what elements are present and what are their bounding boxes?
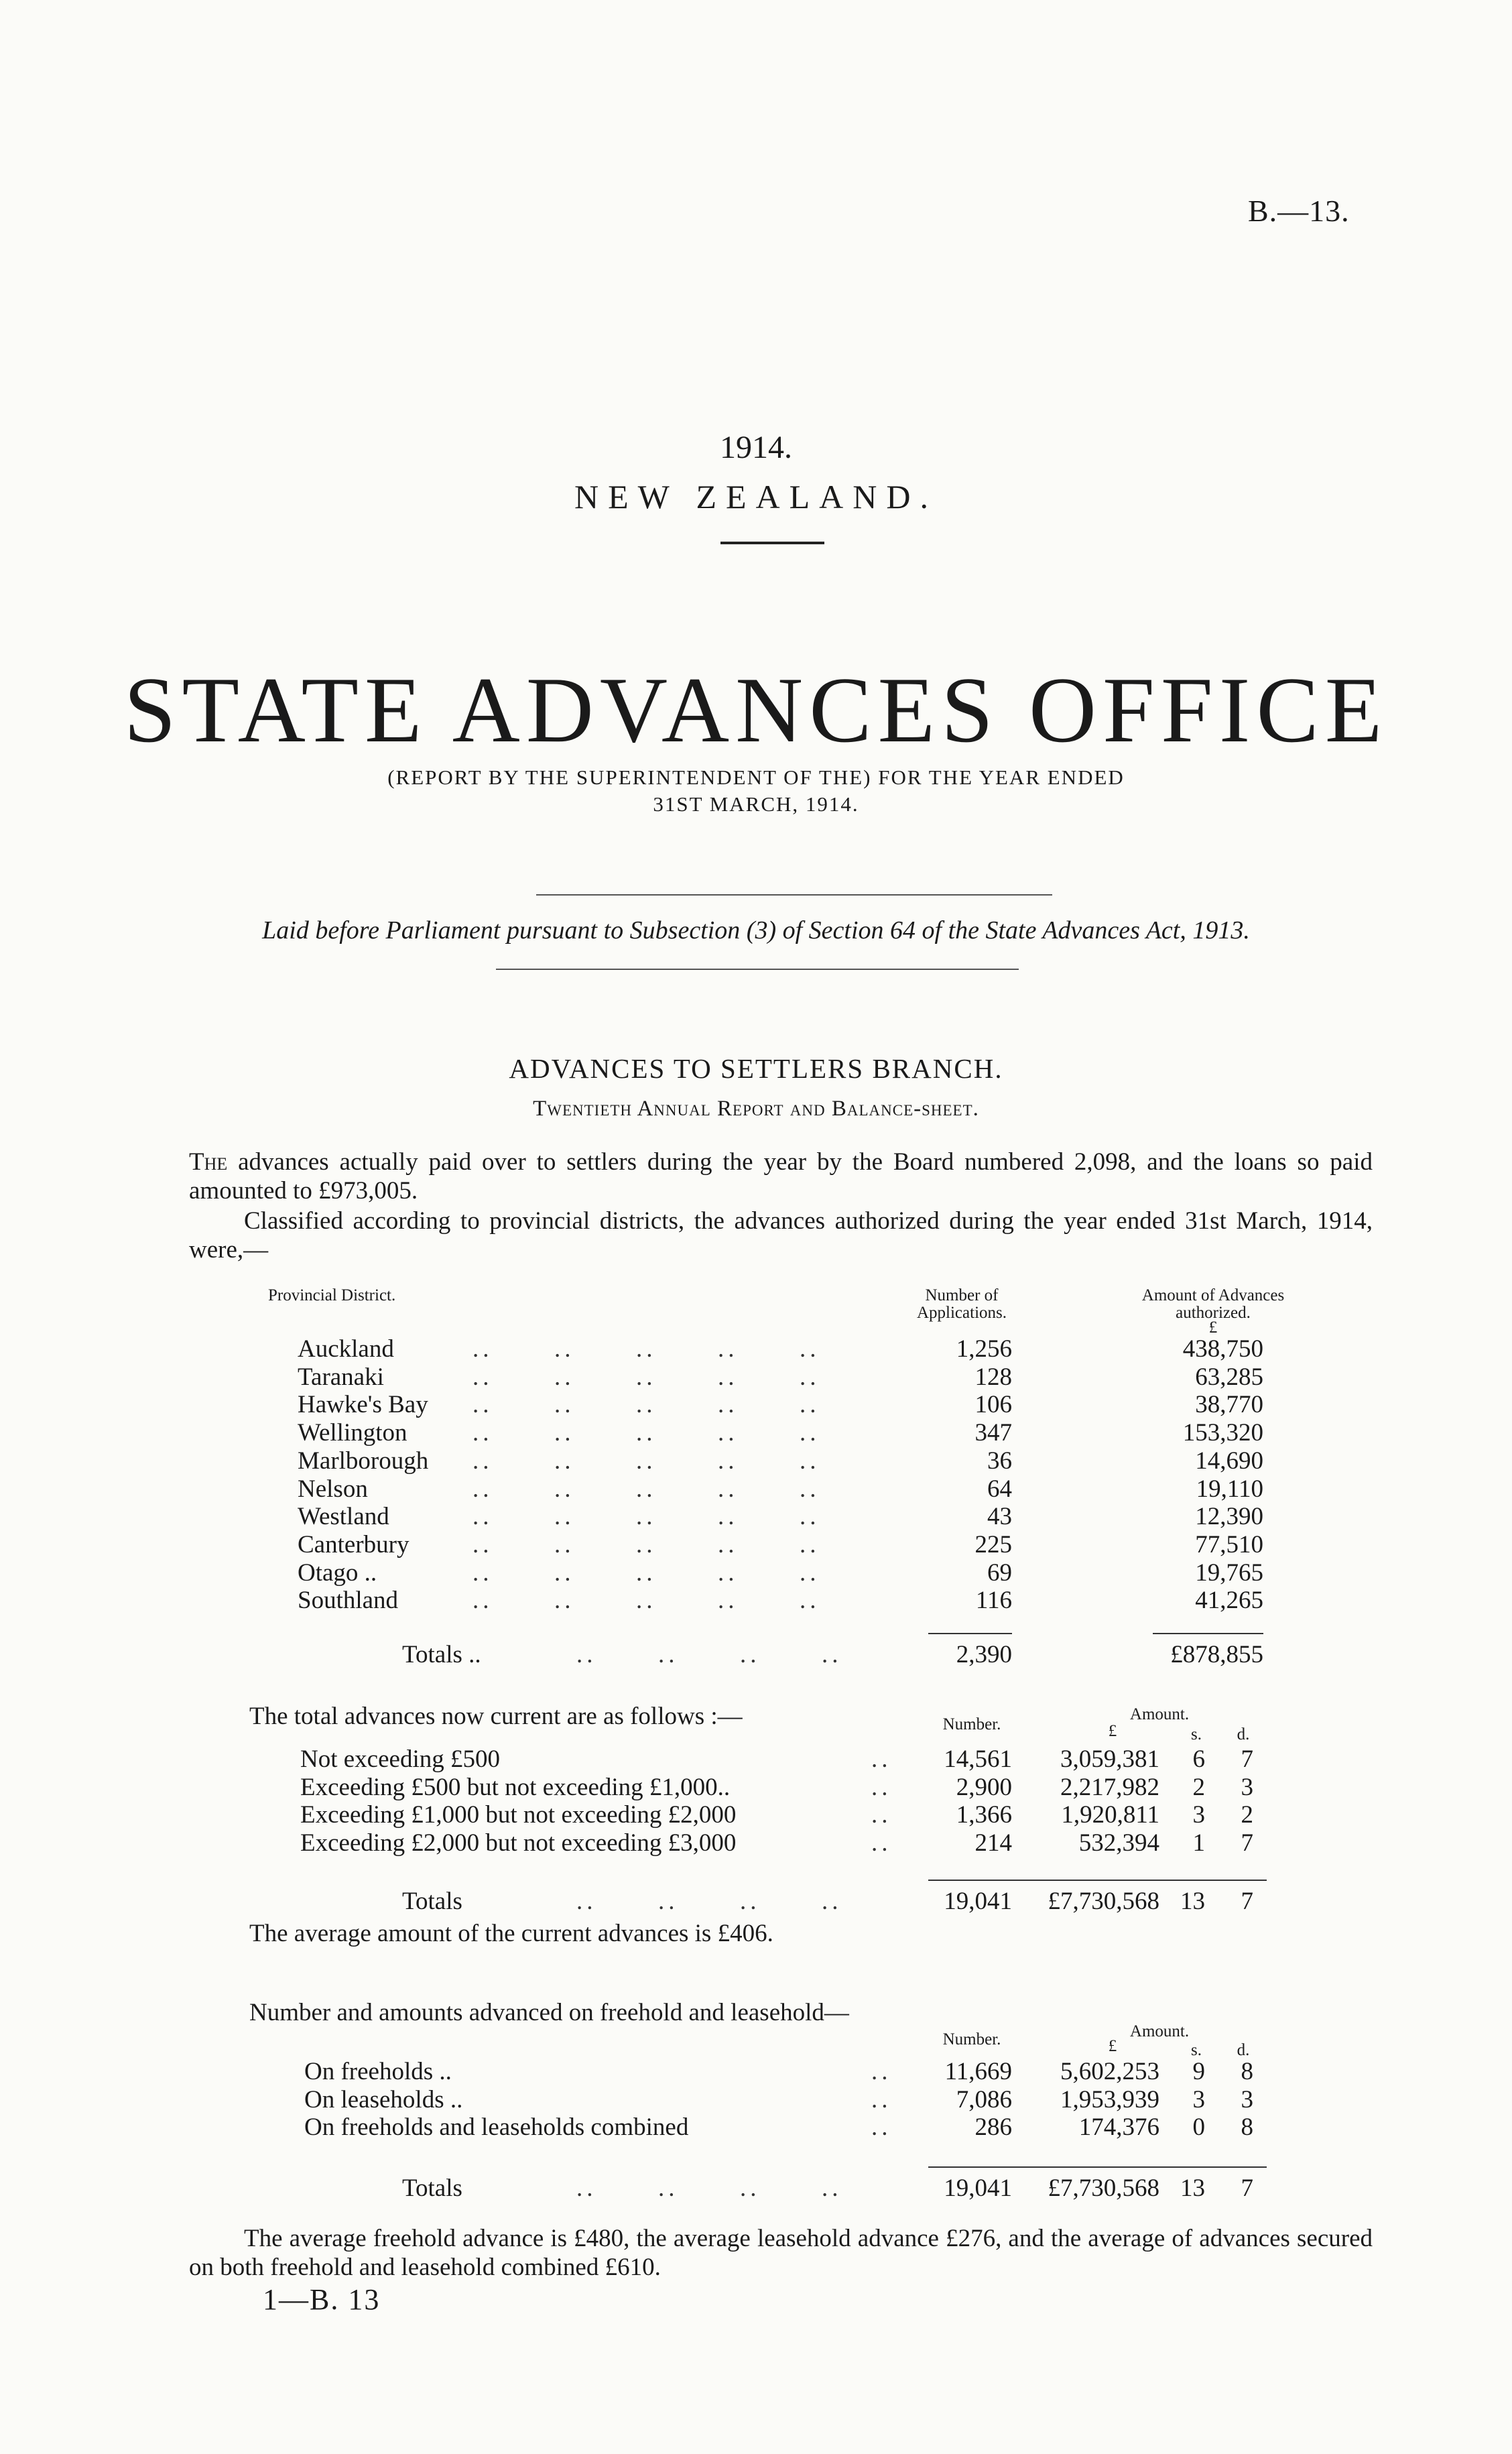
current-amount: 1,920,811 <box>1061 1801 1159 1829</box>
current-totals-amount: £7,730,568 <box>1048 1888 1159 1915</box>
district-applications: 36 <box>987 1447 1012 1475</box>
leader-dots: .. .. .. .. <box>576 1641 842 1668</box>
tenure-shillings: 0 <box>1192 2113 1205 2141</box>
current-totals-number: 19,041 <box>944 1888 1012 1915</box>
tenure-amount: 1,953,939 <box>1060 2086 1159 2113</box>
col-header-applications: Number of Applications. <box>916 1286 1007 1322</box>
current-totals-shillings: 13 <box>1180 1888 1205 1915</box>
current-number: 2,900 <box>956 1774 1012 1801</box>
currency-symbol: £ <box>1208 1318 1218 1337</box>
leader-dots: .. .. .. .. .. <box>472 1475 820 1503</box>
sum-rule <box>928 2166 1012 2168</box>
subtitle-line-2: 31ST MARCH, 1914. <box>653 792 859 816</box>
col-header-pounds: £ <box>1108 1722 1117 1740</box>
district-applications: 347 <box>974 1419 1012 1447</box>
leader-dots: .. <box>871 1774 892 1801</box>
district-amount: 153,320 <box>1182 1419 1263 1447</box>
document-subtitle <box>0 764 1512 818</box>
district-amount: 19,765 <box>1195 1559 1263 1587</box>
sum-rule <box>1012 2166 1267 2168</box>
current-totals-label: Totals <box>402 1888 462 1915</box>
districts-totals-amount: £878,855 <box>1170 1641 1263 1668</box>
tenure-number: 11,669 <box>944 2058 1012 2085</box>
tenure-number: 7,086 <box>956 2086 1012 2113</box>
col-header-number: Number. <box>942 2030 1001 2048</box>
district-name: Hawke's Bay <box>298 1391 428 1418</box>
district-amount: 63,285 <box>1195 1363 1263 1391</box>
tenure-amount: 5,602,253 <box>1060 2058 1159 2085</box>
current-pence: 2 <box>1241 1801 1253 1829</box>
current-amount: 532,394 <box>1078 1829 1159 1857</box>
district-applications: 106 <box>974 1391 1012 1418</box>
leader-dots: .. .. .. .. .. <box>472 1503 820 1530</box>
district-name: Canterbury <box>298 1531 410 1558</box>
leader-dots: .. .. .. .. .. <box>472 1587 820 1614</box>
current-label: Not exceeding £500 <box>300 1745 500 1773</box>
district-applications: 1,256 <box>956 1335 1012 1363</box>
district-name: Auckland <box>298 1335 394 1363</box>
district-amount: 19,110 <box>1196 1475 1263 1503</box>
col-header-pence: d. <box>1237 2041 1250 2059</box>
sum-rule <box>1153 1633 1263 1634</box>
tenure-totals-shillings: 13 <box>1180 2174 1205 2202</box>
leader-dots: .. .. .. .. .. <box>472 1419 820 1447</box>
districts-totals-label: Totals .. <box>402 1641 481 1668</box>
leader-dots: .. .. .. .. .. <box>472 1447 820 1475</box>
district-name: Southland <box>298 1587 399 1614</box>
district-name: Westland <box>298 1503 389 1530</box>
col-header-shillings: s. <box>1191 2041 1202 2059</box>
current-label: Exceeding £2,000 but not exceeding £3,000 <box>300 1829 737 1857</box>
divider <box>536 894 1052 896</box>
col-header-amount: Amount. <box>1129 2022 1190 2040</box>
tenure-totals-amount: £7,730,568 <box>1048 2174 1159 2202</box>
current-number: 1,366 <box>956 1801 1012 1829</box>
current-shillings: 2 <box>1192 1774 1205 1801</box>
district-applications: 64 <box>987 1475 1012 1503</box>
tenure-intro: Number and amounts advanced on freehold and leasehold— <box>249 1999 849 2026</box>
tenure-label: On freeholds .. <box>304 2058 452 2085</box>
leader-dots: .. .. .. .. .. <box>472 1559 820 1587</box>
district-amount: 41,265 <box>1195 1587 1263 1614</box>
current-label: Exceeding £1,000 but not exceeding £2,000 <box>300 1801 737 1829</box>
district-applications: 43 <box>987 1503 1012 1530</box>
leader-dots: .. <box>871 1829 892 1857</box>
sum-rule <box>928 1633 1012 1634</box>
page-reference: B.—13. <box>1248 194 1350 228</box>
current-shillings: 3 <box>1192 1801 1205 1829</box>
district-name: Marlborough <box>298 1447 429 1475</box>
leader-dots: .. .. .. .. .. <box>472 1363 820 1391</box>
sum-rule <box>928 1880 1012 1881</box>
district-applications: 69 <box>987 1559 1012 1587</box>
tenure-pence: 8 <box>1241 2113 1253 2141</box>
current-label: Exceeding £500 but not exceeding £1,000.. <box>300 1774 731 1801</box>
report-year: 1914. <box>720 430 792 465</box>
current-amount: 3,059,381 <box>1060 1745 1159 1773</box>
tenure-label: On leaseholds .. <box>304 2086 463 2113</box>
closing-paragraph: The average freehold advance is £480, the average leasehold advance £276, and the average of advances secured on both freehold and leasehold combined £610. <box>189 2225 1373 2281</box>
district-name: Nelson <box>298 1475 368 1503</box>
tenure-totals-label: Totals <box>402 2174 462 2202</box>
country-heading: NEW ZEALAND. <box>574 478 938 515</box>
current-intro: The total advances now current are as follows :— <box>249 1703 743 1730</box>
district-applications: 128 <box>974 1363 1012 1391</box>
tenure-shillings: 3 <box>1192 2086 1205 2113</box>
current-pence: 7 <box>1241 1745 1253 1773</box>
branch-heading: ADVANCES TO SETTLERS BRANCH. <box>509 1053 1003 1084</box>
divider <box>720 542 824 544</box>
document-title: STATE ADVANCES OFFICE <box>123 658 1389 762</box>
tenure-totals-pence: 7 <box>1241 2174 1253 2202</box>
leader-dots: .. <box>871 2113 892 2141</box>
leader-dots: .. .. .. .. <box>576 2174 842 2202</box>
paragraph-text: advances actually paid over to settlers during the year by the Board numbered 2,098, and the loans so paid amounted to £973,005. <box>189 1148 1373 1205</box>
report-heading: Twentieth Annual Report and Balance-sheet. <box>533 1097 979 1121</box>
classification-paragraph: Classified according to provincial districts, the advances authorized during the year ended 31st March, 1914, were,— <box>189 1207 1373 1264</box>
tenure-totals-number: 19,041 <box>944 2174 1012 2202</box>
district-amount: 12,390 <box>1195 1503 1263 1530</box>
tenure-pence: 3 <box>1241 2086 1253 2113</box>
district-amount: 438,750 <box>1182 1335 1263 1363</box>
current-number: 214 <box>974 1829 1012 1857</box>
district-name: Wellington <box>298 1419 407 1447</box>
tenure-amount: 174,376 <box>1078 2113 1159 2141</box>
current-totals-pence: 7 <box>1241 1888 1253 1915</box>
footer-reference: 1—B. 13 <box>263 2283 381 2316</box>
sum-rule <box>1012 1880 1267 1881</box>
leader-dots: .. <box>871 1801 892 1829</box>
col-header-amount: Amount of Advances authorized. <box>1141 1286 1285 1322</box>
leader-dots: .. <box>871 2086 892 2113</box>
district-amount: 14,690 <box>1195 1447 1263 1475</box>
leader-dots: .. .. .. .. .. <box>472 1335 820 1363</box>
district-applications: 225 <box>974 1531 1012 1558</box>
districts-totals-number: 2,390 <box>956 1641 1012 1668</box>
intro-paragraph <box>189 1148 1373 1205</box>
leader-dots: .. .. .. .. .. <box>472 1391 820 1418</box>
paragraph-lead: The <box>189 1148 228 1176</box>
leader-dots: .. <box>871 1745 892 1773</box>
col-header-amount: Amount. <box>1129 1705 1190 1723</box>
col-header-district: Provincial District. <box>268 1286 396 1304</box>
current-pence: 3 <box>1241 1774 1253 1801</box>
current-shillings: 6 <box>1192 1745 1205 1773</box>
current-shillings: 1 <box>1192 1829 1205 1857</box>
tenure-pence: 8 <box>1241 2058 1253 2085</box>
col-header-shillings: s. <box>1191 1725 1202 1743</box>
divider <box>496 969 1019 970</box>
current-number: 14,561 <box>944 1745 1012 1773</box>
district-amount: 38,770 <box>1195 1391 1263 1418</box>
current-pence: 7 <box>1241 1829 1253 1857</box>
col-header-pounds: £ <box>1108 2037 1117 2055</box>
tenure-label: On freeholds and leaseholds combined <box>304 2113 689 2141</box>
laid-before-note: Laid before Parliament pursuant to Subsection (3) of Section 64 of the State Advances Act, 1913. <box>262 916 1250 944</box>
col-header-number: Number. <box>942 1715 1001 1733</box>
district-applications: 116 <box>975 1587 1012 1614</box>
district-amount: 77,510 <box>1195 1531 1263 1558</box>
district-name: Taranaki <box>298 1363 384 1391</box>
col-header-pence: d. <box>1237 1725 1250 1743</box>
leader-dots: .. <box>871 2058 892 2085</box>
subtitle-line-1: (REPORT BY THE SUPERINTENDENT OF THE) FOR THE YEAR ENDED <box>387 765 1125 789</box>
district-name: Otago .. <box>298 1559 377 1587</box>
leader-dots: .. .. .. .. .. <box>472 1531 820 1558</box>
tenure-shillings: 9 <box>1192 2058 1205 2085</box>
leader-dots: .. .. .. .. <box>576 1888 842 1915</box>
current-amount: 2,217,982 <box>1060 1774 1159 1801</box>
tenure-number: 286 <box>974 2113 1012 2141</box>
current-average: The average amount of the current advances is £406. <box>249 1920 773 1947</box>
